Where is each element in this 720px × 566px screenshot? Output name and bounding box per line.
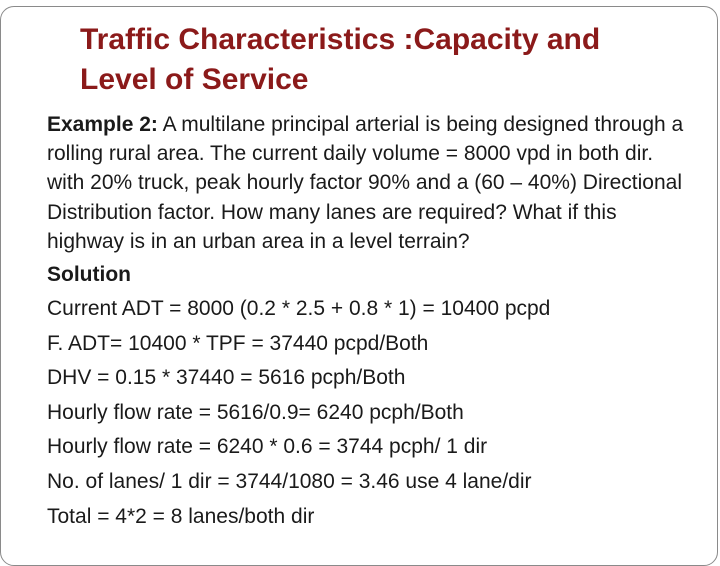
solution-step: Total = 4*2 = 8 lanes/both dir xyxy=(47,504,315,528)
slide-title-line-1: Traffic Characteristics :Capacity and xyxy=(80,23,601,56)
example-label: Example 2: xyxy=(47,113,158,136)
example-paragraph xyxy=(47,110,687,256)
slide-title-line-2: Level of Service xyxy=(80,63,309,96)
slide-body xyxy=(47,110,687,534)
solution-heading: Solution xyxy=(47,263,131,287)
solution-step: Hourly flow rate = 6240 * 0.6 = 3744 pcph/ 1 dir xyxy=(47,435,488,459)
solution-step: F. ADT= 10400 * TPF = 37440 pcpd/Both xyxy=(47,331,429,355)
example-text: A multilane principal arterial is being designed through a rolling rural area. The current daily volume = 8000 vpd in both dir. with 20% truck, peak hourly factor 90% and a (60 – 40%) Directional Distribution factor. How many lanes are required? What if this highway is in an urban area in a level terrain? xyxy=(47,113,684,253)
solution-step: Current ADT = 8000 (0.2 * 2.5 + 0.8 * 1) = 10400 pcpd xyxy=(47,297,551,321)
solution-step: Hourly flow rate = 5616/0.9= 6240 pcph/Both xyxy=(47,400,464,424)
slide-title xyxy=(80,20,680,100)
solution-step: No. of lanes/ 1 dir = 3744/1080 = 3.46 use 4 lane/dir xyxy=(47,469,532,493)
solution-step: DHV = 0.15 * 37440 = 5616 pcph/Both xyxy=(47,366,406,390)
